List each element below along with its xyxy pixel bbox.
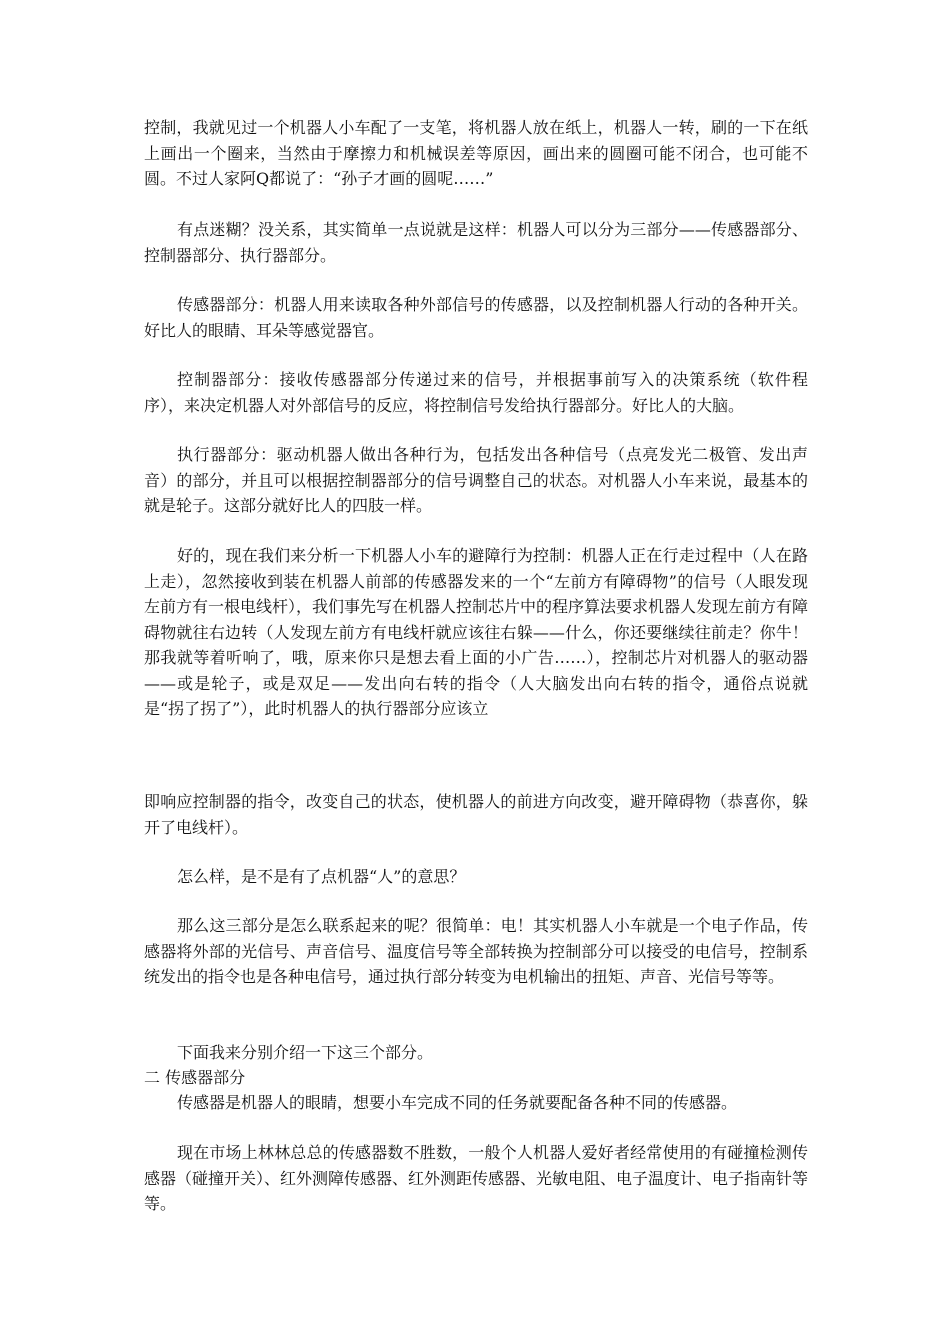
paragraph-robot-meaning: 怎么样，是不是有了点机器“人”的意思？	[177, 867, 466, 886]
paragraph-sensor-types: 现在市场上林林总总的传感器数不胜数，一般个人机器人爱好者经常使用的有碰撞检测传感器（碰撞开关）、红外测障传感器、红外测距传感器、光敏电阻、电子温度计、电子指南针等等。	[144, 1143, 809, 1213]
paragraph-introduce-parts: 下面我来分别介绍一下这三个部分。	[177, 1043, 434, 1062]
paragraph-respond-command: 即响应控制器的指令，改变自己的状态，使机器人的前进方向改变，避开障碍物（恭喜你，躲开了电线杆）。	[144, 792, 808, 837]
paragraph-sensor-part: 传感器部分：机器人用来读取各种外部信号的传感器，以及控制机器人行动的各种开关。好比人的眼睛、耳朵等感觉器官。	[144, 295, 808, 340]
paragraph-obstacle-avoidance: 好的，现在我们来分析一下机器人小车的避障行为控制：机器人正在行走过程中（人在路上走），忽然接收到装在机器人前部的传感器发来的一个“左前方有障碍物”的信号（人眼发现左前方有一根电线杆），我们事先写在机器人控制芯片中的程序算法要求机器人发现左前方有障碍物就往右边转（人发现左前方有电线杆就应该往右躲——什么，你还要继续往前走？你牛！那我就等着听响了，哦，原来你只是想去看上面的小广告……），控制芯片对机器人的驱动器——或是轮子，或是双足——发出向右转的指令（人大脑发出向右转的指令，通俗点说就是“拐了拐了”），此时机器人的执行器部分应该立	[144, 546, 809, 718]
paragraph-pen-drawing: 控制，我就见过一个机器人小车配了一支笔，将机器人放在纸上，机器人一转，刷的一下在纸上画出一个圈来，当然由于摩擦力和机械误差等原因，画出来的圆圈可能不闭合，也可能不圆。不过人家阿Q都说了：“孙子才画的圆呢……”	[144, 118, 808, 188]
section-heading-sensor: 二 传感器部分	[144, 1068, 246, 1087]
paragraph-controller-part: 控制器部分：接收传感器部分传递过来的信号，并根据事前写入的决策系统（软件程序），来决定机器人对外部信号的反应，将控制信号发给执行器部分。好比人的大脑。	[144, 370, 808, 415]
paragraph-three-parts: 有点迷糊？没关系，其实简单一点说就是这样：机器人可以分为三部分——传感器部分、控制器部分、执行器部分。	[144, 220, 808, 265]
paragraph-sensor-eyes: 传感器是机器人的眼睛，想要小车完成不同的任务就要配备各种不同的传感器。	[177, 1093, 738, 1112]
paragraph-electricity: 那么这三部分是怎么联系起来的呢？很简单：电！其实机器人小车就是一个电子作品，传感器将外部的光信号、声音信号、温度信号等全部转换为控制部分可以接受的电信号，控制系统发出的指令也是各种电信号，通过执行部分转变为电机输出的扭矩、声音、光信号等等。	[144, 916, 808, 986]
paragraph-actuator-part: 执行器部分：驱动机器人做出各种行为，包括发出各种信号（点亮发光二极管、发出声音）的部分，并且可以根据控制器部分的信号调整自己的状态。对机器人小车来说，最基本的就是轮子。这部分就好比人的四肢一样。	[144, 445, 808, 515]
